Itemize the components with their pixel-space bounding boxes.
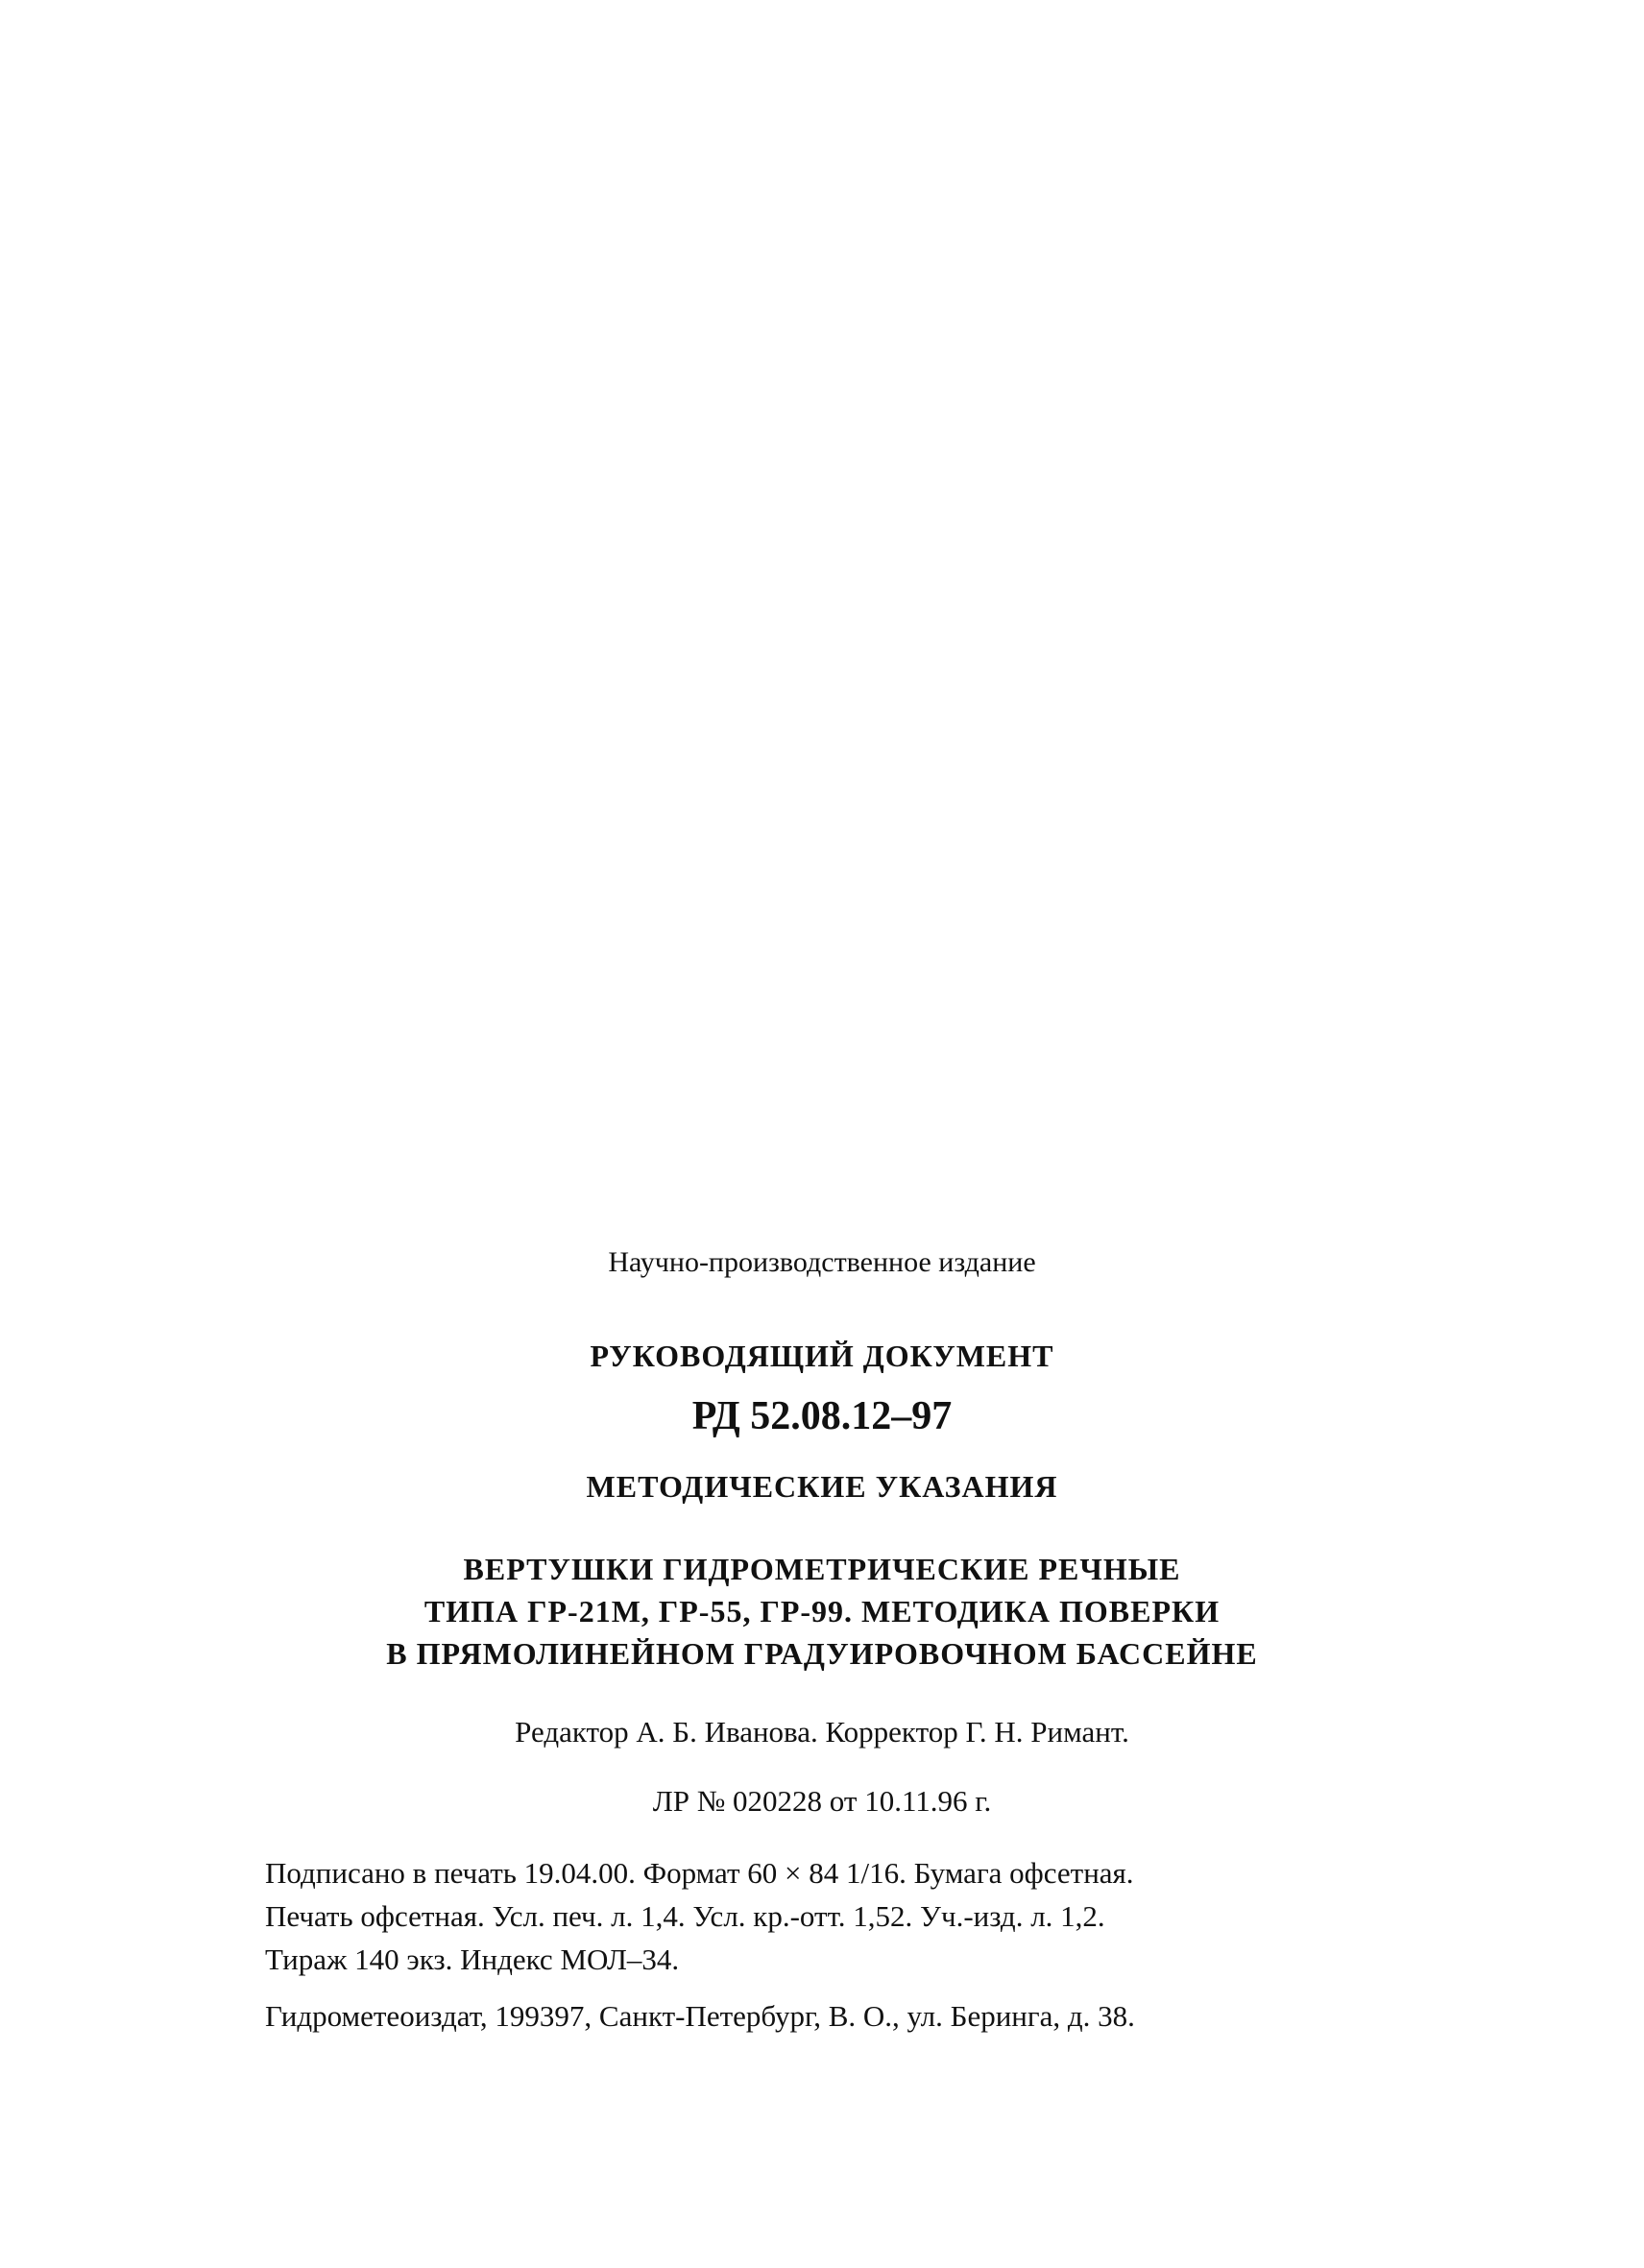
publisher-address: Гидрометеоиздат, 199397, Санкт-Петербург, В. О., ул. Беринга, д. 38. (265, 1999, 1135, 2033)
document-kind: РУКОВОДЯЩИЙ ДОКУМЕНТ (590, 1339, 1054, 1373)
print-details-line-3: Тираж 140 экз. Индекс МОЛ–34. (265, 1942, 680, 1976)
title-line-1: ВЕРТУШКИ ГИДРОМЕТРИЧЕСКИЕ РЕЧНЫЕ (463, 1552, 1181, 1586)
license-line: ЛР № 020228 от 10.11.96 г. (652, 1784, 992, 1818)
document-title (0, 1548, 1644, 1675)
print-details-line-2: Печать офсетная. Усл. печ. л. 1,4. Усл. кр.-отт. 1,52. Уч.-изд. л. 1,2. (265, 1899, 1105, 1933)
title-line-2: ТИПА ГР-21М, ГР-55, ГР-99. МЕТОДИКА ПОВЕРКИ (423, 1594, 1221, 1629)
editors-line: Редактор А. Б. Иванова. Корректор Г. Н. Римант. (515, 1715, 1129, 1749)
publication-type: Научно-производственное издание (608, 1246, 1036, 1278)
print-details-line-1: Подписано в печать 19.04.00. Формат 60 × 84 1/16. Бумага офсетная. (265, 1856, 1134, 1890)
title-line-3: В ПРЯМОЛИНЕЙНОМ ГРАДУИРОВОЧНОМ БАССЕЙНЕ (386, 1636, 1258, 1671)
print-details (265, 1851, 1408, 1981)
document-category: МЕТОДИЧЕСКИЕ УКАЗАНИЯ (586, 1469, 1058, 1504)
document-number: РД 52.08.12–97 (691, 1394, 953, 1438)
